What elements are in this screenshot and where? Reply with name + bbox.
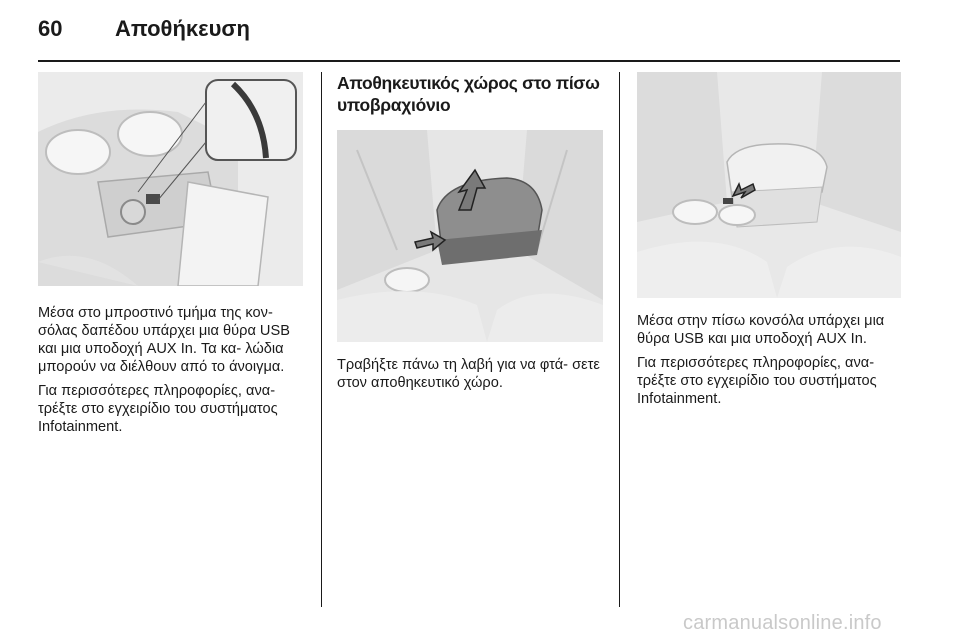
column-front-console	[38, 72, 303, 442]
body-paragraph: Τραβήξτε πάνω τη λαβή για να φτά- σετε στον αποθηκευτικό χώρο.	[337, 357, 600, 391]
body-paragraph: Για περισσότερες πληροφορίες, ανα- τρέξτε στο εγχειρίδιο του συστήματος Infotainment.	[38, 383, 278, 435]
front-console-photo	[38, 72, 303, 286]
body-paragraph: Μέσα στο μπροστινό τμήμα της κον- σόλας δαπέδου υπάρχει μια θύρα USB και μια υποδοχή AUX In. Τα κα- λώδια μπορούν να διέλθουν από το άνοιγμα.	[38, 305, 290, 375]
header-rule	[38, 60, 900, 62]
column-rear-armrest	[337, 72, 603, 398]
page-title: Αποθήκευση	[115, 16, 250, 41]
page-number: 60	[38, 16, 63, 41]
body-paragraph: Μέσα στην πίσω κονσόλα υπάρχει μια θύρα USB και μια υποδοχή AUX In.	[637, 313, 885, 347]
column-divider	[619, 72, 620, 607]
body-paragraph: Για περισσότερες πληροφορίες, ανα- τρέξτε στο εγχειρίδιο του συστήματος Infotainment.	[637, 355, 877, 407]
rear-armrest-photo	[337, 130, 603, 342]
column-rear-console	[637, 72, 901, 414]
section-heading: Αποθηκευτικός χώρος στο πίσω υποβραχιόνιο	[337, 73, 600, 115]
watermark: carmanualsonline.info	[683, 612, 882, 634]
rear-console-usb-photo	[637, 72, 901, 298]
column-divider	[321, 72, 322, 607]
